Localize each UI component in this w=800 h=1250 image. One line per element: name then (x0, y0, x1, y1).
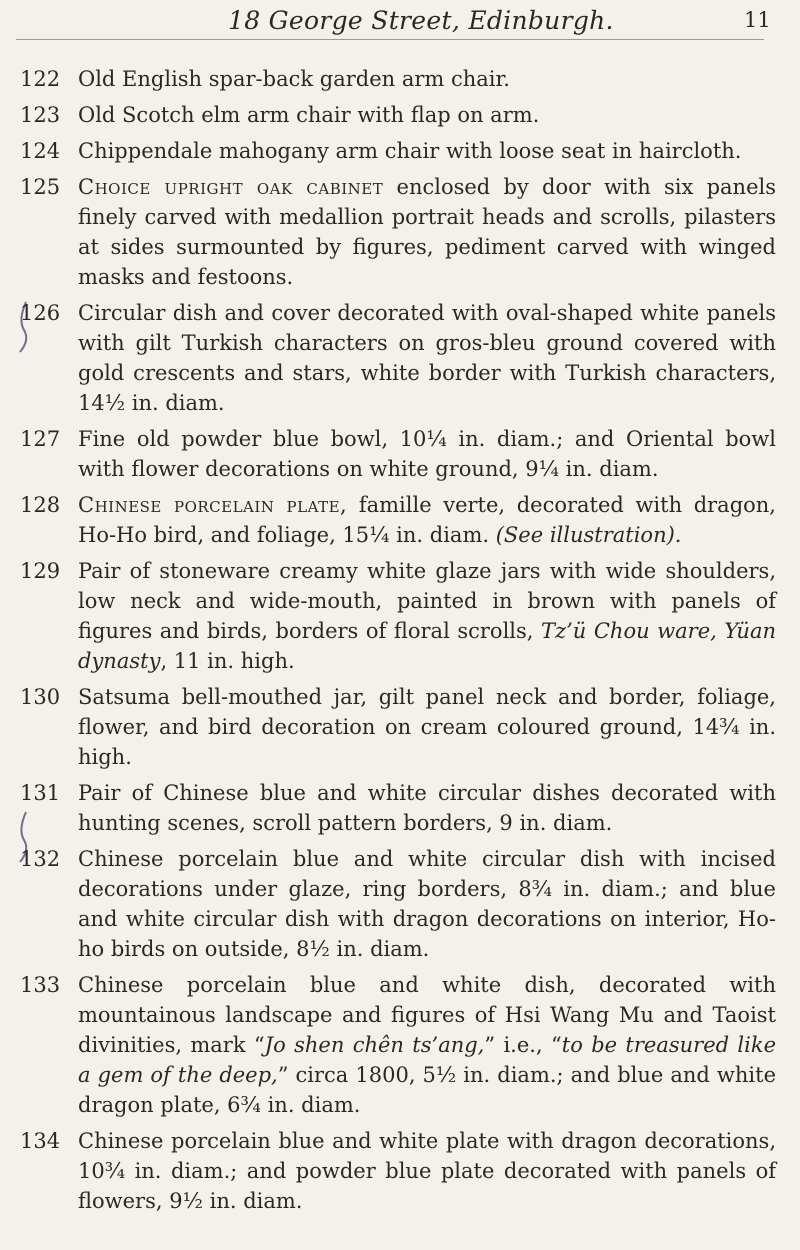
lot-number: 131 (20, 781, 61, 805)
list-item (0, 100, 800, 130)
list-item (0, 424, 800, 484)
lot-description: Pair of Chinese blue and white circular dishes decorated with hunting scenes, scroll pattern borders, 9 in. diam. (78, 781, 776, 835)
lot-description: Circular dish and cover decorated with oval-shaped white panels with gilt Turkish characters on gros-bleu ground covered with gold crescents and stars, white border with Turkish characters, 14½ in. diam. (78, 301, 776, 415)
page-number: 11 (744, 8, 771, 32)
list-item (0, 778, 800, 838)
list-item (0, 844, 800, 964)
lot-number: 126 (20, 301, 61, 325)
lot-description-end: , 11 in. high. (160, 649, 295, 673)
lot-description: Fine old powder blue bowl, 10¼ in. diam.; and Oriental bowl with flower decorations on white ground, 9¼ in. diam. (78, 427, 776, 481)
lot-number: 123 (20, 103, 61, 127)
lot-description: Chinese porcelain blue and white dish, decorated with mountainous landscape and figures of Hsi Wang Mu and Taoist divinities, mark “ (78, 973, 776, 1057)
list-item (0, 1126, 800, 1216)
lot-note: (See illustration). (489, 523, 682, 547)
lot-lead: Choice upright oak cabinet (78, 175, 384, 199)
catalogue-entries (0, 64, 800, 1222)
list-item (0, 490, 800, 550)
lot-description: Old English spar-back garden arm chair. (78, 67, 510, 91)
lot-number: 128 (20, 493, 61, 517)
lot-ware: Tz’ü Chou ware, Yüan dynasty (78, 619, 776, 673)
list-item (0, 172, 800, 292)
lot-number: 122 (20, 67, 61, 91)
list-item (0, 682, 800, 772)
lot-description: Pair of stoneware creamy white glaze jars with wide shoulders, low neck and wide-mouth, painted in brown with panels of figures and birds, borders of floral scrolls, (78, 559, 776, 643)
list-item (0, 556, 800, 676)
lot-translation: to be treasured like a gem of the deep, (78, 1033, 777, 1087)
lot-description: Satsuma bell-mouthed jar, gilt panel neck and border, foliage, flower, and bird decoration on cream coloured ground, 14¾ in. high. (78, 685, 776, 769)
lot-description: Chinese porcelain blue and white circular dish with incised decorations under glaze, ring borders, 8¾ in. diam.; and blue and white circular dish with dragon decorations on interior, Ho-ho birds on outside, 8½ in. diam. (78, 847, 776, 961)
lot-description: famille verte, decorated with dragon, Ho-Ho bird, and foliage, 15¼ in. diam. (78, 493, 776, 547)
lot-number: 127 (20, 427, 61, 451)
lot-number: 134 (20, 1129, 61, 1153)
lot-description: enclosed by door with six panels finely carved with medallion portrait heads and scrolls, pilasters at sides surmounted by figures, pediment carved with winged masks and festoons. (78, 175, 776, 289)
lot-description-mid: ” i.e., “ (484, 1033, 562, 1057)
list-item (0, 136, 800, 166)
header-rule (16, 39, 764, 40)
lot-number: 132 (20, 847, 61, 871)
lot-number: 125 (20, 175, 61, 199)
lot-description: Chinese porcelain blue and white plate with dragon decorations, 10¾ in. diam.; and powder blue plate decorated with panels of flowers, 9½ in. diam. (78, 1129, 776, 1213)
page-header (0, 6, 800, 40)
lot-description: Old Scotch elm arm chair with flap on arm. (78, 103, 540, 127)
list-item (0, 298, 800, 418)
list-item (0, 970, 800, 1120)
lot-number: 133 (20, 973, 61, 997)
lot-description: Chippendale mahogany arm chair with loose seat in haircloth. (78, 139, 742, 163)
page-title: 18 George Street, Edinburgh. (228, 6, 614, 35)
lot-number: 124 (20, 139, 61, 163)
lot-number: 130 (20, 685, 61, 709)
lot-lead: Chinese porcelain plate, (78, 493, 348, 517)
lot-mark: Jo shen chên ts’ang, (264, 1033, 485, 1057)
list-item (0, 64, 800, 94)
lot-number: 129 (20, 559, 61, 583)
lot-description-end: ” circa 1800, 5½ in. diam.; and blue and white dragon plate, 6¾ in. diam. (78, 1063, 776, 1117)
